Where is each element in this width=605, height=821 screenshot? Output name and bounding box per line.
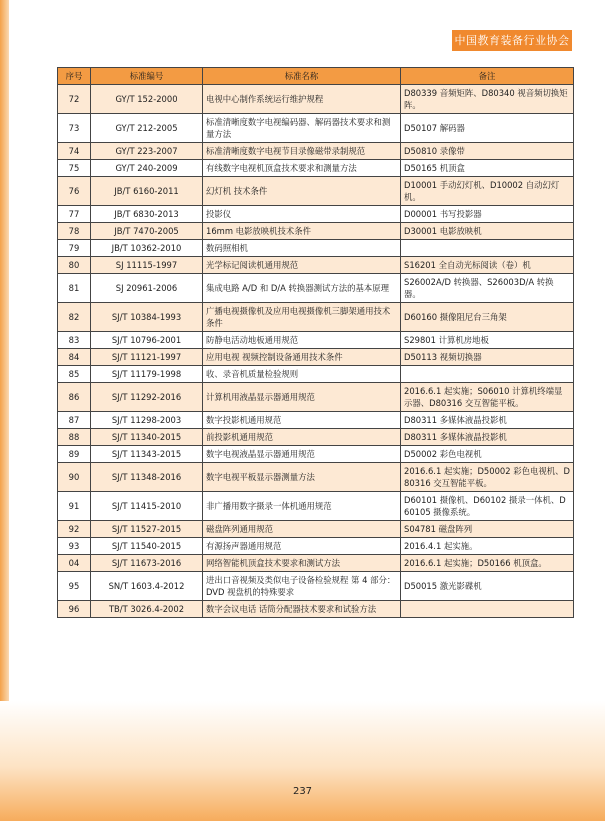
- cell-note: D80311 多媒体液晶投影机: [401, 429, 574, 446]
- standards-table: [57, 67, 574, 618]
- table-row: [58, 429, 574, 446]
- table-header-row: [58, 68, 574, 85]
- cell-no: 84: [58, 349, 91, 366]
- cell-no: 74: [58, 143, 91, 160]
- table-row: [58, 521, 574, 538]
- cell-note: D80339 音频矩阵、D80340 视音频切换矩阵。: [401, 85, 574, 114]
- cell-no: 93: [58, 538, 91, 555]
- table-row: [58, 572, 574, 601]
- cell-note: [401, 366, 574, 383]
- cell-name: 数字投影机通用规范: [203, 412, 401, 429]
- cell-name: 16mm 电影放映机技术条件: [203, 223, 401, 240]
- cell-no: 72: [58, 85, 91, 114]
- cell-note: D50165 机顶盒: [401, 160, 574, 177]
- cell-no: 90: [58, 463, 91, 492]
- cell-code: JB/T 6160-2011: [91, 177, 203, 206]
- cell-no: 77: [58, 206, 91, 223]
- table-row: [58, 366, 574, 383]
- cell-note: D50113 视频切换器: [401, 349, 574, 366]
- cell-code: TB/T 3026.4-2002: [91, 601, 203, 618]
- cell-code: SJ/T 11527-2015: [91, 521, 203, 538]
- cell-note: 2016.6.1 起实施；D50002 彩色电视机、D80316 交互智能平板。: [401, 463, 574, 492]
- bottom-gradient-band: [0, 701, 605, 821]
- table-row: [58, 223, 574, 240]
- cell-name: 集成电路 A/D 和 D/A 转换器测试方法的基本原理: [203, 274, 401, 303]
- cell-name: 前投影机通用规范: [203, 429, 401, 446]
- cell-no: 73: [58, 114, 91, 143]
- cell-code: JB/T 7470-2005: [91, 223, 203, 240]
- table-row: [58, 383, 574, 412]
- cell-name: 广播电视摄像机及应用电视摄像机三脚架通用技术条件: [203, 303, 401, 332]
- cell-no: 88: [58, 429, 91, 446]
- cell-code: GY/T 212-2005: [91, 114, 203, 143]
- cell-code: SN/T 1603.4-2012: [91, 572, 203, 601]
- table-row: [58, 143, 574, 160]
- cell-name: 非广播用数字摄录一体机通用规范: [203, 492, 401, 521]
- cell-name: 标准清晰度数字电视节目录像磁带录制规范: [203, 143, 401, 160]
- cell-note: D50107 解码器: [401, 114, 574, 143]
- organization-header: 中国教育装备行业协会: [452, 30, 572, 51]
- header-no: 序号: [58, 68, 91, 85]
- cell-note: D60101 摄像机、D60102 摄录一体机、D60105 摄像系统。: [401, 492, 574, 521]
- cell-no: 80: [58, 257, 91, 274]
- header-note: 备注: [401, 68, 574, 85]
- table-row: [58, 463, 574, 492]
- table-row: [58, 349, 574, 366]
- cell-note: D80311 多媒体液晶投影机: [401, 412, 574, 429]
- cell-name: 数字电视平板显示器测量方法: [203, 463, 401, 492]
- cell-no: 96: [58, 601, 91, 618]
- cell-code: SJ/T 11179-1998: [91, 366, 203, 383]
- cell-no: 82: [58, 303, 91, 332]
- cell-note: D50810 录像带: [401, 143, 574, 160]
- cell-name: 进出口音视频及类似电子设备检验规程 第 4 部分：DVD 视盘机的特殊要求: [203, 572, 401, 601]
- cell-name: 计算机用液晶显示器通用规范: [203, 383, 401, 412]
- cell-note: D50015 激光影碟机: [401, 572, 574, 601]
- cell-code: SJ/T 11340-2015: [91, 429, 203, 446]
- cell-name: 数字会议电话 话筒分配器技术要求和试验方法: [203, 601, 401, 618]
- left-decorative-border: [0, 0, 9, 821]
- cell-name: 数字电视液晶显示器通用规范: [203, 446, 401, 463]
- cell-note: 2016.6.1 起实施；S06010 计算机终端显示器、D80316 交互智能平板。: [401, 383, 574, 412]
- cell-note: D30001 电影放映机: [401, 223, 574, 240]
- cell-name: 有源扬声器通用规范: [203, 538, 401, 555]
- cell-code: JB/T 10362-2010: [91, 240, 203, 257]
- table-body: [58, 85, 574, 618]
- cell-name: 电视中心制作系统运行维护规程: [203, 85, 401, 114]
- cell-code: JB/T 6830-2013: [91, 206, 203, 223]
- cell-no: 75: [58, 160, 91, 177]
- cell-note: D60160 摄像阻尼台三角架: [401, 303, 574, 332]
- table-row: [58, 114, 574, 143]
- cell-note: 2016.4.1 起实施。: [401, 538, 574, 555]
- header-name: 标准名称: [203, 68, 401, 85]
- cell-note: 2016.6.1 起实施；D50166 机顶盒。: [401, 555, 574, 572]
- cell-code: SJ/T 11292-2016: [91, 383, 203, 412]
- table-row: [58, 177, 574, 206]
- cell-code: SJ/T 11298-2003: [91, 412, 203, 429]
- table-row: [58, 332, 574, 349]
- cell-code: SJ 20961-2006: [91, 274, 203, 303]
- cell-name: 幻灯机 技术条件: [203, 177, 401, 206]
- cell-code: SJ/T 11540-2015: [91, 538, 203, 555]
- cell-name: 有线数字电视机顶盒技术要求和测量方法: [203, 160, 401, 177]
- cell-name: 应用电视 视频控制设备通用技术条件: [203, 349, 401, 366]
- table-row: [58, 257, 574, 274]
- table-row: [58, 240, 574, 257]
- cell-code: GY/T 152-2000: [91, 85, 203, 114]
- cell-no: 76: [58, 177, 91, 206]
- cell-name: 光学标记阅读机通用规范: [203, 257, 401, 274]
- table-row: [58, 601, 574, 618]
- cell-code: SJ/T 11415-2010: [91, 492, 203, 521]
- cell-note: S29801 计算机房地板: [401, 332, 574, 349]
- cell-note: S04781 磁盘阵列: [401, 521, 574, 538]
- cell-note: D50002 彩色电视机: [401, 446, 574, 463]
- cell-code: SJ/T 11673-2016: [91, 555, 203, 572]
- cell-name: 数码照相机: [203, 240, 401, 257]
- table-row: [58, 412, 574, 429]
- table-row: [58, 538, 574, 555]
- cell-no: 81: [58, 274, 91, 303]
- cell-code: SJ/T 11343-2015: [91, 446, 203, 463]
- cell-note: D10001 手动幻灯机、D10002 自动幻灯机。: [401, 177, 574, 206]
- cell-no: 95: [58, 572, 91, 601]
- cell-no: 92: [58, 521, 91, 538]
- cell-no: 87: [58, 412, 91, 429]
- table-row: [58, 206, 574, 223]
- cell-no: 04: [58, 555, 91, 572]
- header-code: 标准编号: [91, 68, 203, 85]
- cell-code: GY/T 240-2009: [91, 160, 203, 177]
- cell-code: SJ/T 11348-2016: [91, 463, 203, 492]
- cell-no: 86: [58, 383, 91, 412]
- cell-name: 磁盘阵列通用规范: [203, 521, 401, 538]
- cell-code: SJ 11115-1997: [91, 257, 203, 274]
- table-row: [58, 160, 574, 177]
- cell-code: SJ/T 10384-1993: [91, 303, 203, 332]
- cell-no: 83: [58, 332, 91, 349]
- table-row: [58, 85, 574, 114]
- cell-name: 网络智能机顶盒技术要求和测试方法: [203, 555, 401, 572]
- table-row: [58, 446, 574, 463]
- cell-note: S26002A/D 转换器、S26003D/A 转换器。: [401, 274, 574, 303]
- cell-note: D00001 书写投影器: [401, 206, 574, 223]
- cell-no: 89: [58, 446, 91, 463]
- cell-note: [401, 601, 574, 618]
- cell-no: 91: [58, 492, 91, 521]
- cell-name: 投影仪: [203, 206, 401, 223]
- table-row: [58, 303, 574, 332]
- cell-name: 防静电活动地板通用规范: [203, 332, 401, 349]
- cell-no: 79: [58, 240, 91, 257]
- page-number: 237: [292, 786, 313, 797]
- cell-note: S16201 全自动光标阅读（卷）机: [401, 257, 574, 274]
- cell-code: SJ/T 10796-2001: [91, 332, 203, 349]
- table-row: [58, 555, 574, 572]
- table-row: [58, 274, 574, 303]
- cell-name: 收、录音机质量检验规则: [203, 366, 401, 383]
- cell-no: 78: [58, 223, 91, 240]
- cell-code: GY/T 223-2007: [91, 143, 203, 160]
- table-row: [58, 492, 574, 521]
- cell-code: SJ/T 11121-1997: [91, 349, 203, 366]
- cell-name: 标准清晰度数字电视编码器、解码器技术要求和测量方法: [203, 114, 401, 143]
- cell-no: 85: [58, 366, 91, 383]
- cell-note: [401, 240, 574, 257]
